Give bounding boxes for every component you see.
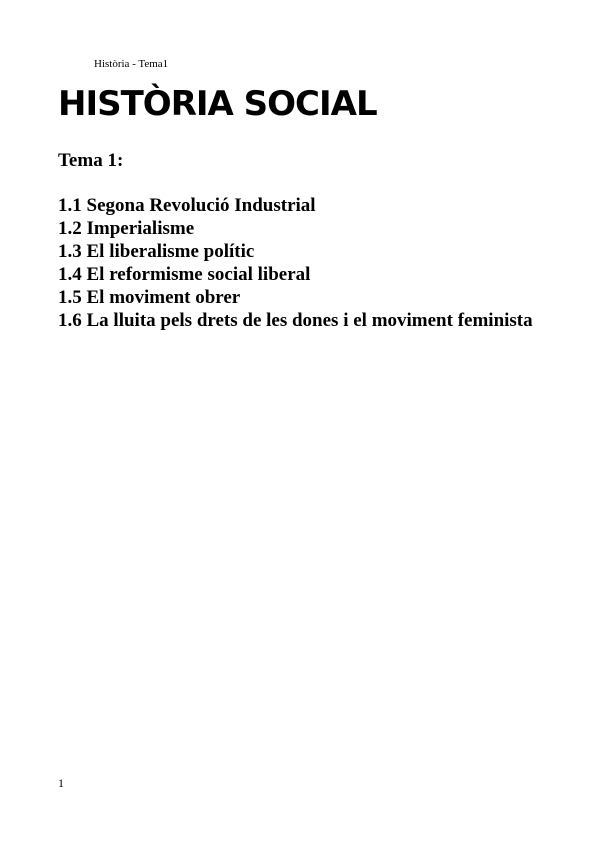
toc-item: 1.4 El reformisme social liberal [58, 264, 311, 285]
document-title: HISTÒRIA SOCIAL [58, 84, 377, 124]
toc-item: 1.2 Imperialisme [58, 218, 195, 239]
table-of-contents [58, 194, 542, 332]
page-number: 1 [58, 776, 64, 790]
toc-item: 1.3 El liberalisme polític [58, 241, 255, 262]
toc-item: 1.1 Segona Revolució Industrial [58, 195, 316, 216]
running-header: Història - Tema1 [94, 58, 169, 70]
toc-item: 1.6 La lluita pels drets de les dones i el moviment feminista [58, 310, 533, 331]
section-heading: Tema 1: [58, 150, 124, 171]
toc-item: 1.5 El moviment obrer [58, 287, 241, 308]
